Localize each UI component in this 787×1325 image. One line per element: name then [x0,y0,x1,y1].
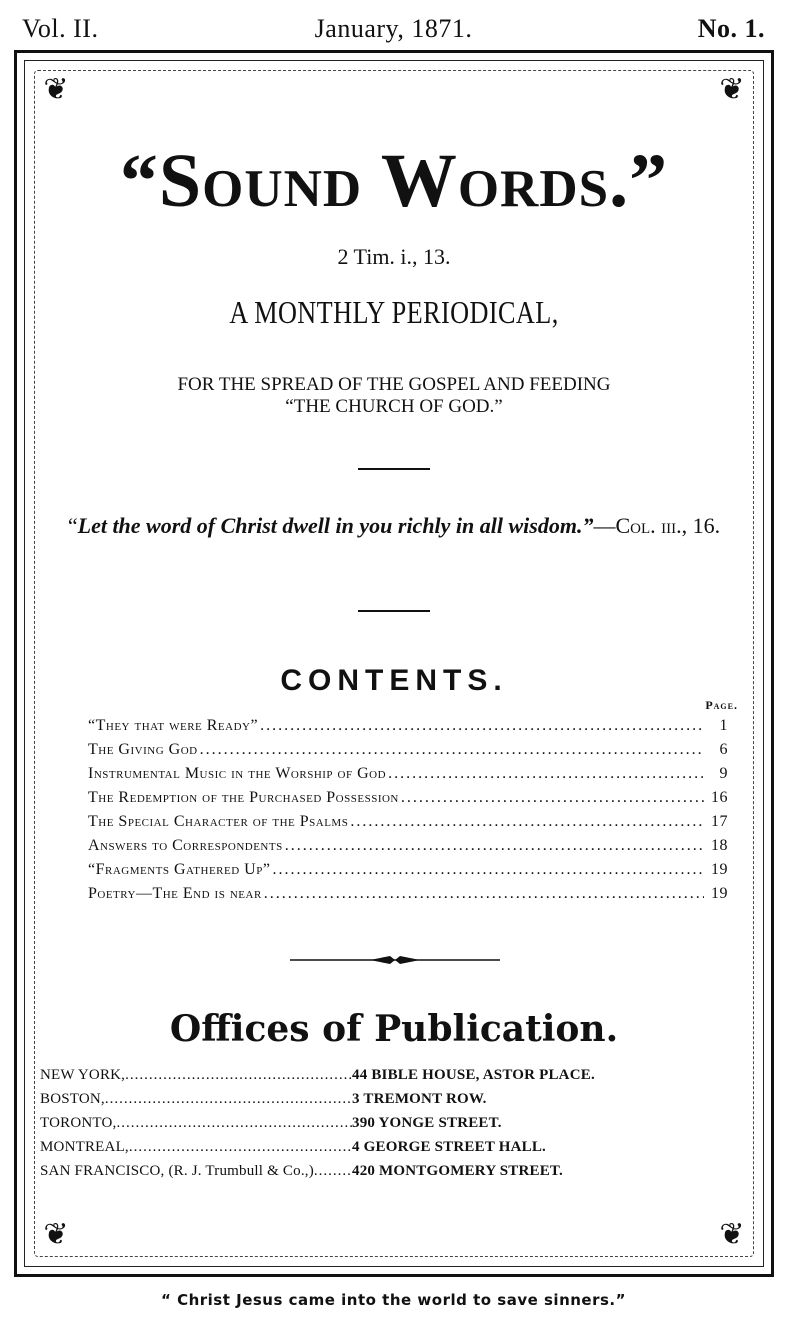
toc-entry [88,717,728,741]
toc-title: The Special Character of the Psalms [88,813,349,830]
toc-title: Answers to Correspondents [88,837,283,854]
office-address: 390 YONGE STREET. [352,1115,502,1131]
leader-dots [116,1115,352,1132]
toc-title: “They that were Ready” [88,717,259,734]
toc-title: The Giving God [88,741,198,758]
toc-entry [88,765,728,789]
toc-title: Instrumental Music in the Worship of God [88,765,387,782]
office-city: SAN FRANCISCO, (R. J. Trumbull & Co.,) [40,1163,314,1179]
contents-heading: CONTENTS. [280,664,508,697]
office-address: 4 GEORGE STREET HALL. [352,1139,546,1155]
office-entry [40,1115,748,1139]
toc-title: “Fragments Gathered Up” [88,861,271,878]
leader-dots [272,861,704,879]
quote-open-mark: “ [67,513,78,538]
ornament-divider-icon [290,952,500,968]
short-rule [358,610,430,612]
office-address: 44 BIBLE HOUSE, ASTOR PLACE. [352,1067,595,1083]
page-header [22,14,765,46]
toc-page: 6 [719,741,728,758]
corner-ornament-icon: ❦ [43,73,69,106]
toc-entry [88,789,728,813]
office-city: NEW YORK, [40,1067,126,1083]
quote-citation: —Col. iii., 16. [593,513,721,538]
corner-ornament-icon: ❦ [43,1218,69,1251]
leader-dots [388,765,704,783]
toc-page: 16 [711,789,728,806]
office-entry [40,1163,748,1187]
short-rule [358,468,430,470]
scripture-reference: 2 Tim. i., 13. [337,244,451,269]
table-of-contents [88,717,728,909]
footer-motto: “ Christ Jesus came into the world to save sinners.” [160,1291,626,1309]
offices-list [40,1067,748,1187]
issue-date: January, 1871. [314,14,473,43]
periodical-title: “Sound Words.” [119,139,669,223]
leader-dots [125,1067,352,1084]
toc-entry [88,837,728,861]
quote-text: Let the word of Christ dwell in you richly in all wisdom.” [77,513,594,538]
corner-ornament-icon: ❦ [719,73,745,106]
leader-dots [260,717,704,735]
purpose-line: “THE CHURCH OF GOD.” [285,396,503,417]
toc-page: 18 [711,837,728,854]
leader-dots [200,741,704,759]
toc-entry [88,885,728,909]
toc-title: Poetry—The End is near [88,885,262,902]
leader-dots [350,813,704,831]
leader-dots [401,789,704,807]
page-column-label: Page. [705,698,738,712]
toc-page: 19 [711,885,728,902]
office-entry [40,1067,748,1091]
issue-number: No. 1. [697,14,765,43]
office-address: 3 TREMONT ROW. [352,1091,487,1107]
leader-dots [314,1163,352,1180]
leader-dots [129,1139,352,1156]
office-city: BOSTON, [40,1091,105,1107]
leader-dots [264,885,704,903]
scripture-quote [40,512,748,540]
corner-ornament-icon: ❦ [719,1218,745,1251]
purpose-statement [40,374,748,418]
office-entry [40,1091,748,1115]
toc-title: The Redemption of the Purchased Possession [88,789,399,806]
leader-dots [105,1091,352,1108]
office-city: MONTREAL, [40,1139,129,1155]
offices-heading: Offices of Publication. [169,1008,619,1050]
toc-entry [88,813,728,837]
toc-page: 19 [711,861,728,878]
purpose-line: FOR THE SPREAD OF THE GOSPEL AND FEEDING [177,374,611,395]
office-address: 420 MONTGOMERY STREET. [352,1163,563,1179]
toc-page: 17 [711,813,728,830]
volume-label: Vol. II. [22,14,99,43]
leader-dots [285,837,704,855]
periodical-subtitle: A MONTHLY PERIODICAL, [229,294,559,330]
toc-page: 1 [719,717,728,734]
toc-entry [88,741,728,765]
office-city: TORONTO, [40,1115,117,1131]
toc-page: 9 [719,765,728,782]
office-entry [40,1139,748,1163]
toc-entry [88,861,728,885]
